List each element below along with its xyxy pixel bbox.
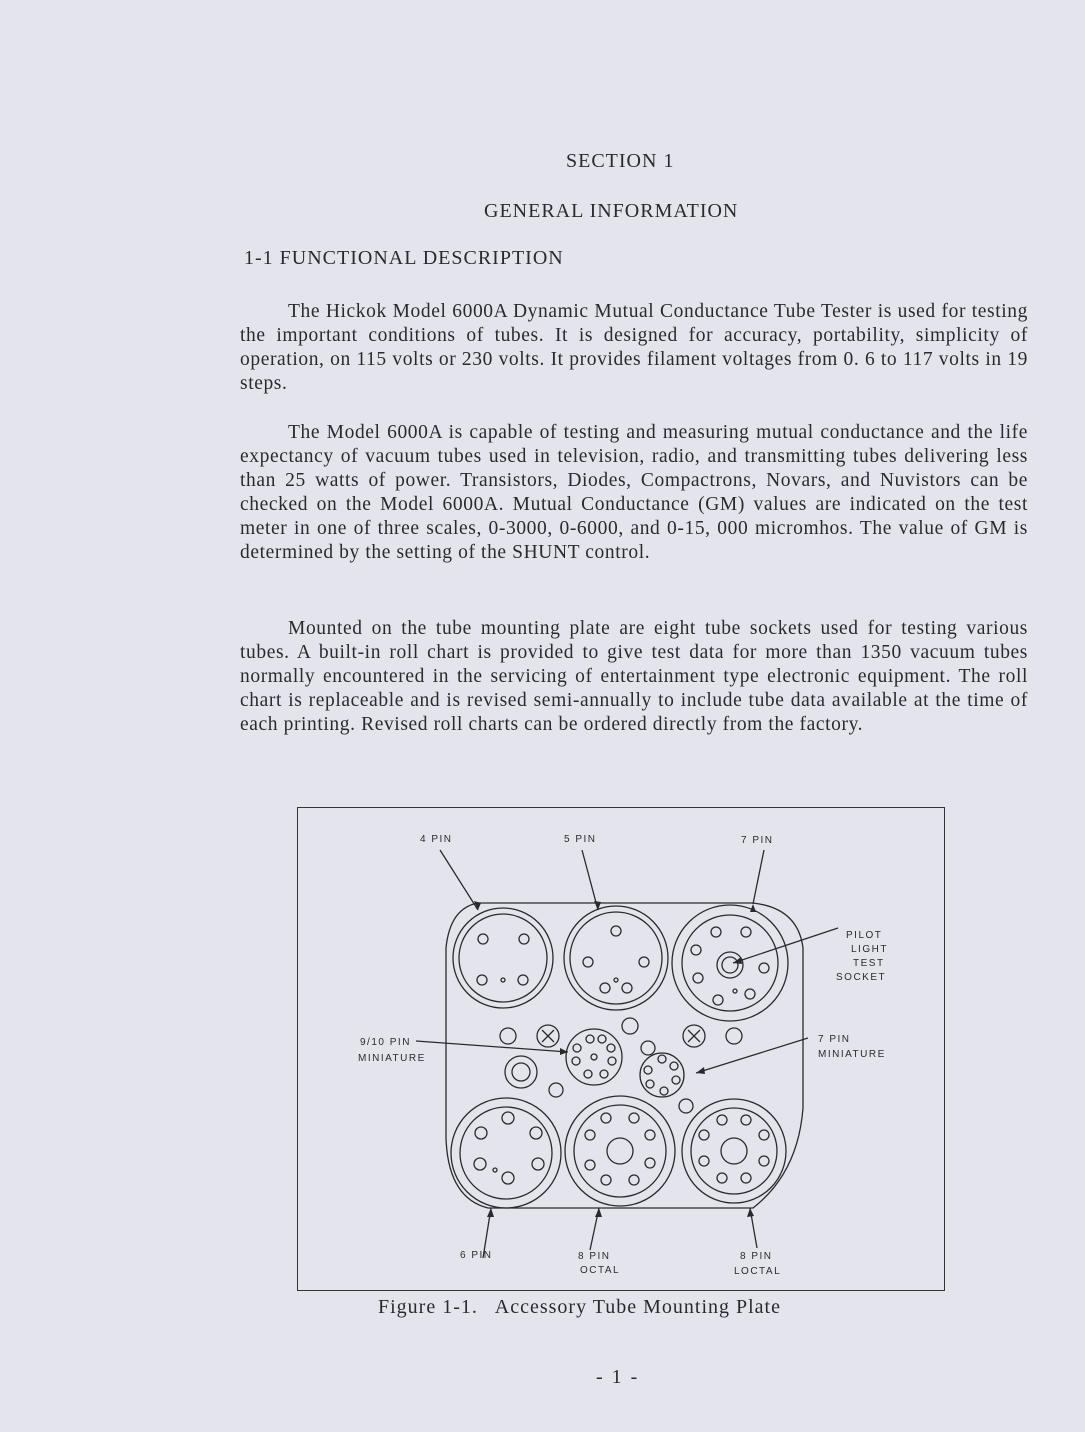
paragraph-capabilities: The Model 6000A is capable of testing and measuring mutual conductance and the life expectancy of vacuum tubes used in television, radio, and transmitting tubes delivering less than 25 watts of power. Transistors, Diodes, Compactrons, Novars, and Nuvistors can be checked on the Model 6000A. Mutual Conductance (GM) values are indicated on the test meter in one of three scales, 0-3000, 0-6000, and 0-15, 000 micromhos. The value of GM is determined by the setting of the SHUNT control. xyxy=(240,422,1028,563)
label-loctal: LOCTAL xyxy=(734,1266,782,1277)
label-8-pin-loctal: 8 PIN xyxy=(740,1251,773,1262)
middle-miniature-sockets xyxy=(500,1018,742,1113)
label-9-10-miniature: MINIATURE xyxy=(358,1053,426,1064)
general-information-title: GENERAL INFORMATION xyxy=(484,200,739,222)
socket-8-pin-loctal xyxy=(682,1099,786,1203)
functional-description-heading: 1-1 FUNCTIONAL DESCRIPTION xyxy=(244,247,564,269)
label-test: TEST xyxy=(853,958,885,969)
label-4-pin: 4 PIN xyxy=(420,834,453,845)
section-title: SECTION 1 xyxy=(566,150,675,172)
label-8-pin-octal: 8 PIN xyxy=(578,1251,611,1262)
socket-5-pin xyxy=(564,906,668,1010)
socket-6-pin xyxy=(451,1098,561,1208)
socket-7-pin xyxy=(672,905,788,1021)
socket-8-pin-octal xyxy=(565,1096,675,1206)
figure-tube-mounting-plate xyxy=(297,807,945,1291)
page-number: - 1 - xyxy=(596,1366,640,1388)
label-9-10-pin: 9/10 PIN xyxy=(360,1037,411,1048)
label-7-pin: 7 PIN xyxy=(741,835,774,846)
socket-4-pin xyxy=(453,908,553,1008)
label-light: LIGHT xyxy=(851,944,888,955)
label-pilot: PILOT xyxy=(846,930,883,941)
plate-outline xyxy=(446,903,803,1208)
label-miniature: MINIATURE xyxy=(818,1049,886,1060)
paragraph-mounting-plate: Mounted on the tube mounting plate are eight tube sockets used for testing various tubes. A built-in roll chart is provided to give test data for more than 1350 vacuum tubes normally encountered in the servicing of entertainment type electronic equipment. The roll chart is replaceable and is revised semi-annually to include tube data available at the time of each printing. Revised roll charts can be ordered directly from the factory. xyxy=(240,618,1028,735)
label-6-pin: 6 PIN xyxy=(460,1250,493,1261)
label-octal: OCTAL xyxy=(580,1265,621,1276)
label-7-pin-miniature: 7 PIN xyxy=(818,1034,851,1045)
label-socket: SOCKET xyxy=(836,972,887,983)
tube-mounting-plate-diagram xyxy=(298,808,946,1292)
label-5-pin: 5 PIN xyxy=(564,834,597,845)
figure-caption: Figure 1-1. Accessory Tube Mounting Plate xyxy=(378,1296,781,1318)
paragraph-intro: The Hickok Model 6000A Dynamic Mutual Conductance Tube Tester is used for testing the important conditions of tubes. It is designed for accuracy, portability, simplicity of operation, on 115 volts or 230 volts. It provides filament voltages from 0. 6 to 117 volts in 19 steps. xyxy=(240,301,1028,394)
